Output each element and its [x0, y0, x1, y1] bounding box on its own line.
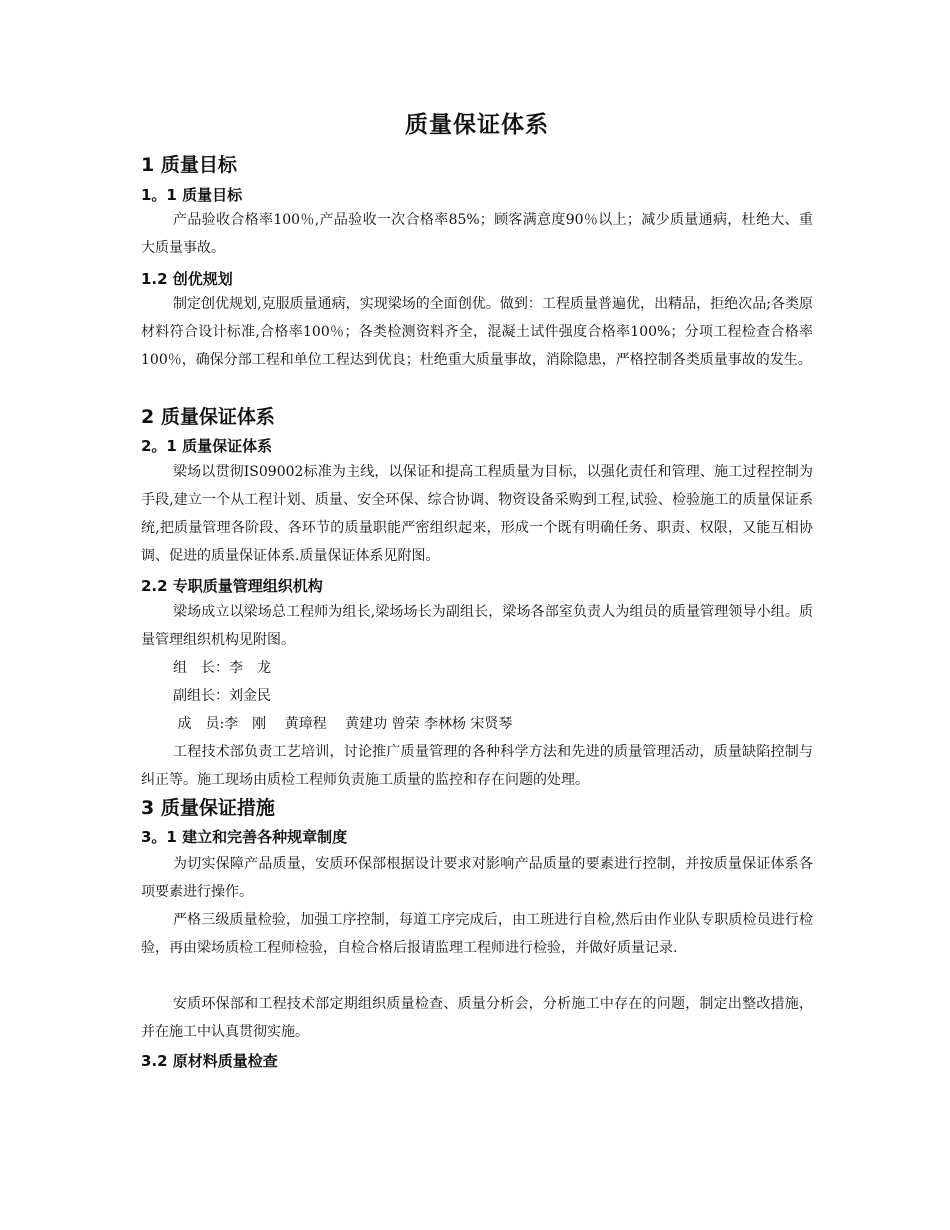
deputy-leader-line: 副组长：刘金民: [173, 688, 271, 704]
section-2-1-paragraph: 梁场以贯彻IS09002标准为主线，以保证和提高工程质量为目标，以强化责任和管理、施工过程控制为手段,建立一个从工程计划、质量、安全环保、综合协调、物资设备采购到工程,试验、检验施工的质量保证系统,把质量管理各阶段、各环节的质量职能严密组织起来，形成一个既有明确任务、职责、权限，又能互相协调、促进的质量保证体系.质量保证体系见附图。: [141, 464, 813, 564]
group-leader-line: 组 长：李 龙: [173, 660, 271, 676]
section-1-1-heading: 1。1 质量目标: [141, 186, 243, 204]
section-1-2-paragraph: 制定创优规划,克服质量通病，实现梁场的全面创优。做到：工程质量普遍优，出精品，拒绝次品;各类原材料符合设计标准,合格率100％；各类检测资料齐全，混凝土试件强度合格率100%；分项工程检查合格率100％，确保分部工程和单位工程达到优良；杜绝重大质量事故，消除隐患，严格控制各类质量事故的发生。: [141, 296, 813, 368]
section-2-1-heading: 2。1 质量保证体系: [141, 437, 273, 455]
section-3-1-paragraph-2: 严格三级质量检验，加强工序控制，每道工序完成后，由工班进行自检,然后由作业队专职质检员进行检验，再由梁场质检工程师检验，自检合格后报请监理工程师进行检验，并做好质量记录.: [141, 912, 813, 956]
section-3-2-heading: 3.2 原材料质量检查: [141, 1052, 278, 1070]
members-line: 成 员:李 刚 黄璋程 黄建功 曾荣 李林杨 宋贤琴: [173, 716, 513, 732]
section-2-2-heading: 2.2 专职质量管理组织机构: [141, 577, 323, 595]
section-3-1-heading: 3。1 建立和完善各种规章制度: [141, 828, 348, 846]
section-3-1-paragraph-3: 安质环保部和工程技术部定期组织质量检查、质量分析会，分析施工中存在的问题，制定出整改措施，并在施工中认真贯彻实施。: [141, 996, 813, 1040]
document-title: 质量保证体系: [405, 112, 549, 138]
section-3-1-paragraph-1: 为切实保障产品质量，安质环保部根据设计要求对影响产品质量的要素进行控制，并按质量保证体系各项要素进行操作。: [141, 856, 813, 900]
section-1-heading: 1 质量目标: [141, 154, 237, 176]
section-1-1-paragraph: 产品验收合格率100％,产品验收一次合格率85%；顾客满意度90％以上；减少质量通病，杜绝大、重大质量事故。: [141, 212, 813, 256]
section-2-heading: 2 质量保证体系: [141, 406, 275, 428]
section-2-2-paragraph: 梁场成立以梁场总工程师为组长,梁场场长为副组长，梁场各部室负责人为组员的质量管理领导小组。质量管理组织机构见附图。: [141, 604, 813, 648]
section-3-heading: 3 质量保证措施: [141, 797, 275, 819]
section-2-2-paragraph-2: 工程技术部负责工艺培训，讨论推广质量管理的各种科学方法和先进的质量管理活动，质量缺陷控制与纠正等。施工现场由质检工程师负责施工质量的监控和存在问题的处理。: [141, 744, 813, 788]
section-1-2-heading: 1.2 创优规划: [141, 270, 233, 288]
